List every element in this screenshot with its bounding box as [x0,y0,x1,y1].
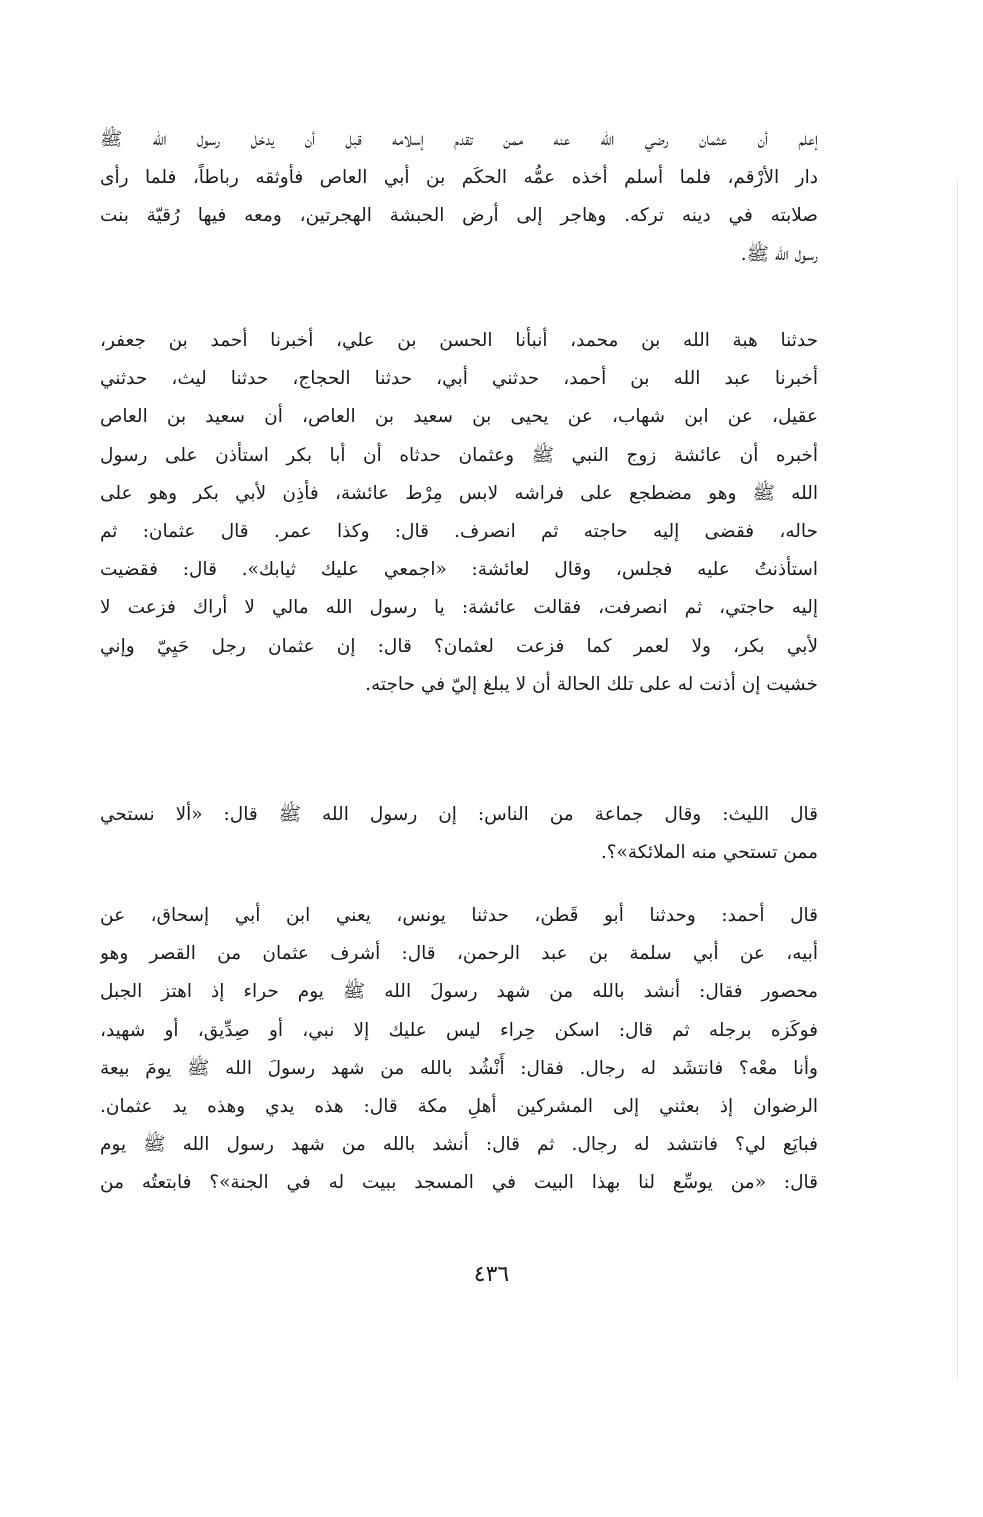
paragraph-line: فوكَزه برجله ثم قال: اسكن حِراء ليس عليك إلا نبي، أو صِدِّيق، أو شهيد، [100,1019,818,1041]
paragraph-line: دار الأرْقم، فلما أسلم أخذه عمُّه الحكَم بن أبي العاص فأوثقه رباطاً، فلما رأى [100,167,818,189]
paragraph-line: قال: «من يوسِّع لنا بهذا البيت في المسجد ببيت له في الجنة»؟ فابتعتُه من [100,1172,818,1194]
paragraph-line: فبايَع لي؟ فانتشد له رجال. ثم قال: أنشد بالله من شهد رسول الله ﷺ يوم [100,1134,818,1156]
paragraph-line: استأذنتُ عليه فجلس، وقال لعائشة: «اجمعي عليك ثيابك». قال: فقضيت [100,559,818,581]
paragraph-line: صلابته في دينه تركه. وهاجر إلى أرض الحبشة الهجرتين، ومعه فيها رُقيّة بنت [100,205,818,227]
paragraph-line: الرضوان إذ بعثني إلى المشركين أهلِ مكة قال: هذه يدي وهذه يد عثمان. [100,1095,818,1117]
paragraph-line: إليه حاجتي، ثم انصرفت، فقالت عائشة: يا رسول الله مالي لا أراك فزعت لا [100,597,818,619]
paragraph-line: أخبره أن عائشة زوج النبي ﷺ وعثمان حدثاه أن أبا بكر استأذن على رسول [100,444,818,466]
paragraph-line: ممن تستحي منه الملائكة»؟. [600,842,818,864]
paragraph-line: محصور فقال: أنشد بالله من شهد رسولَ الله ﷺ يوم حراء إذ اهتز الجبل [100,981,818,1003]
page-edge-divider [957,180,959,1380]
paragraph-line: لأبي بكر، ولا لعمر كما فزعت لعثمان؟ قال: إن عثمان رجل حَيِيّ وإني [100,635,818,657]
paragraph-line: عقيل، عن ابن شهاب، عن يحيى بن سعيد بن العاص، أن سعيد بن العاص [100,406,818,428]
paragraph-line: الله ﷺ وهو مضطجع على فراشه لابس مِرْط عائشة، فأذِن لأبي بكر وهو على [100,482,818,504]
paragraph-3 [100,796,818,872]
paragraph-line: قال أحمد: وحدثنا أبو قَطن، حدثنا يونس، يعني ابن أبي إسحاق، عن [100,905,818,926]
paragraph-line: قال الليث: وقال جماعة من الناس: إن رسول الله ﷺ قال: «ألا نستحي [100,804,818,825]
page-number: ٤٣٦ [473,1262,510,1287]
paragraph-line: رسول الله ﷺ. [740,243,818,265]
paragraph-line: إعلم أن عثمان رضي الله عنه ممن تقدم إسلامه قبل أن يدخل رسول الله ﷺ [100,129,818,150]
paragraph-line: حدثنا هبة الله بن محمد، أنبأنا الحسن بن علي، أخبرنا أحمد بن جعفر، [100,330,818,351]
paragraph-2 [100,322,818,704]
paragraph-line: أبيه، عن أبي سلمة بن عبد الرحمن، قال: أشرف عثمان من القصر وهو [100,943,818,965]
paragraph-4 [100,897,818,1203]
paragraph-1 [100,121,818,274]
paragraph-line: أخبرنا عبد الله بن أحمد، حدثني أبي، حدثنا الحجاج، حدثنا ليث، حدثني [100,368,818,390]
paragraph-line: حاله، فقضى إليه حاجته ثم انصرف. قال: وكذا عمر. قال عثمان: ثم [100,520,818,542]
paragraph-line: خشيت إن أذنت له على تلك الحالة أن لا يبلغ إليّ في حاجته. [365,673,818,695]
paragraph-line: وأنا معْه؟ فانتشَد له رجال. فقال: أَنْشُد بالله من شهد رسولَ الله ﷺ يومَ بيعة [100,1057,818,1079]
